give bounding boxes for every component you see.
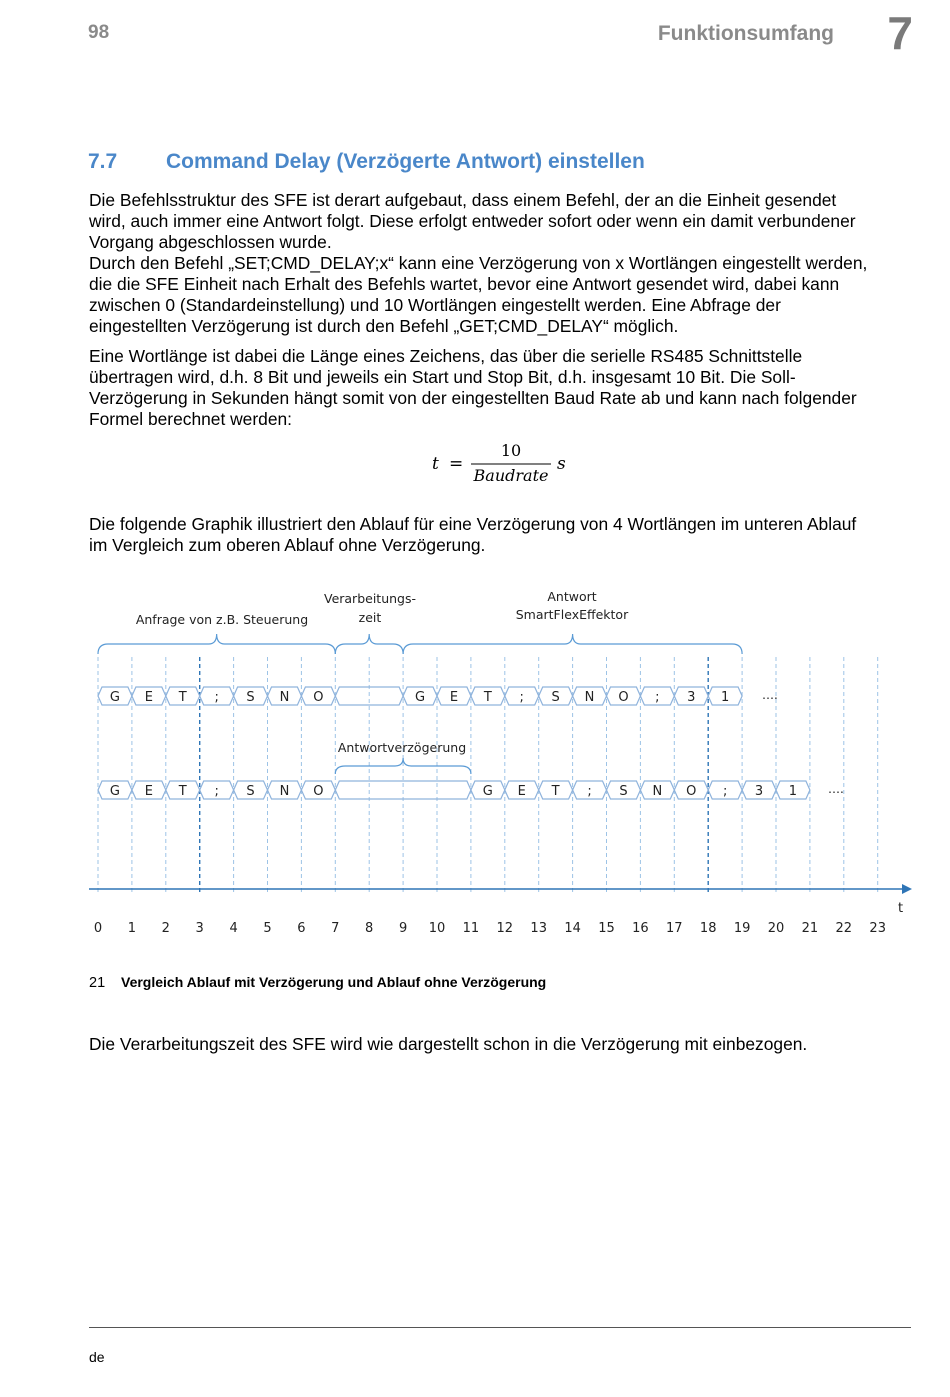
axis-tick-label: 14: [564, 921, 581, 936]
word-char: N: [279, 784, 290, 799]
word-char: S: [551, 690, 560, 705]
delay-formula: [0, 438, 950, 490]
formula-unit: s: [557, 454, 566, 474]
formula-lhs: t: [432, 454, 439, 474]
label-answer-1: Antwort: [547, 589, 597, 604]
word-char: ;: [214, 690, 219, 705]
word-char: N: [279, 690, 290, 705]
word-char: E: [517, 784, 526, 799]
word-char: ;: [519, 690, 524, 705]
paragraph-figure-intro: [89, 514, 919, 556]
word-char: G: [109, 690, 120, 705]
word-char: T: [178, 784, 187, 799]
page-number: 98: [88, 22, 110, 43]
axis-tick-label: 1: [127, 921, 137, 936]
axis-tick-label: 0: [93, 921, 103, 936]
caption-number: 21: [89, 975, 106, 991]
figure-caption: [89, 974, 546, 991]
text-line: übertragen wird, d.h. 8 Bit und jeweils ein Start und Stop Bit, d.h. insgesamt 10 Bit. Die Soll-: [89, 367, 796, 387]
axis-tick-label: 6: [297, 921, 306, 936]
word-char: 1: [721, 690, 730, 705]
word-char: 1: [788, 784, 798, 799]
chapter-number: 7: [887, 7, 913, 59]
formula-denominator: Baudrate: [473, 466, 549, 485]
paragraph-closing: [89, 1034, 919, 1055]
word-char: S: [246, 784, 255, 799]
axis-tick-label: 22: [835, 921, 853, 936]
text-line: die die SFE Einheit nach Erhalt des Befehls wartet, bevor eine Antwort gesendet wird, dabei kann: [89, 274, 840, 294]
brace: [98, 634, 335, 654]
continuation-dots: ….: [828, 782, 844, 796]
label-answer-2: SmartFlexEffektor: [515, 607, 629, 622]
caption-text: Vergleich Ablauf mit Verzögerung und Ablauf ohne Verzögerung: [121, 974, 547, 990]
text-line: eingestellten Verzögerung ist durch den Befehl „GET;CMD_DELAY“ möglich.: [89, 316, 679, 336]
axis-tick-label: 13: [530, 921, 547, 936]
label-processing-2: zeit: [358, 610, 382, 625]
word-char: S: [246, 690, 255, 705]
paragraph-intro: [89, 190, 919, 337]
axis-tick-label: 11: [462, 921, 480, 936]
axis-tick-label: 23: [869, 921, 886, 936]
formula-equals: =: [449, 454, 464, 474]
axis-tick-label: 3: [195, 921, 204, 936]
word-char: T: [551, 784, 560, 799]
text-line: Eine Wortlänge ist dabei die Länge eines Zeichens, das über die serielle RS485 Schnittstelle: [89, 346, 803, 366]
word-char: O: [313, 784, 324, 799]
axis-tick-label: 8: [365, 921, 374, 936]
section-title: Command Delay (Verzögerte Antwort) einstellen: [166, 150, 645, 173]
footer-rule: [89, 1327, 911, 1328]
text-line: wird, auch immer eine Antwort folgt. Diese erfolgt entweder sofort oder wenn ein damit verbundener: [89, 211, 856, 231]
word-char: N: [652, 784, 663, 799]
axis-tick-label: 19: [733, 921, 751, 936]
text-line: Verzögerung in Sekunden hängt somit von der eingestellten Baud Rate ab und kann nach folgender: [89, 388, 857, 408]
figure-labels: [136, 589, 629, 755]
word-char: ;: [655, 690, 660, 705]
axis-tick-label: 12: [496, 921, 514, 936]
section-heading: [88, 150, 645, 174]
text-line: Die Verarbeitungszeit des SFE wird wie dargestellt schon in die Verzögerung mit einbezogen.: [89, 1034, 808, 1054]
axis-tick-label: 7: [331, 921, 340, 936]
word-char: N: [584, 690, 595, 705]
time-axis: [89, 884, 912, 936]
axis-tick-label: 17: [666, 921, 683, 936]
label-processing-1: Verarbeitungs-: [323, 591, 417, 606]
word-char: S: [619, 784, 628, 799]
footer-language: de: [89, 1349, 105, 1365]
axis-tick-label: 2: [161, 921, 170, 936]
paragraph-word-length: [89, 346, 919, 430]
text-line: Formel berechnet werden:: [89, 409, 292, 429]
section-number: 7.7: [88, 150, 118, 173]
word-char: O: [618, 690, 629, 705]
text-line: Vorgang abgeschlossen wurde.: [89, 232, 332, 252]
axis-tick-label: 10: [428, 921, 446, 936]
axis-label: t: [898, 901, 904, 916]
axis-tick-label: 16: [632, 921, 649, 936]
word-char: O: [313, 690, 324, 705]
word-char: ;: [214, 784, 219, 799]
word-char: ;: [587, 784, 592, 799]
brace: [403, 634, 742, 654]
word-char: E: [144, 690, 153, 705]
axis-tick-label: 9: [398, 921, 408, 936]
axis-tick-label: 4: [229, 921, 238, 936]
axis-tick-label: 5: [263, 921, 272, 936]
brace: [335, 634, 403, 654]
word-char: T: [178, 690, 187, 705]
word-char: G: [109, 784, 120, 799]
word-char: 3: [687, 690, 696, 705]
word-char: G: [415, 690, 426, 705]
axis-tick-label: 20: [767, 921, 785, 936]
axis-tick-label: 21: [801, 921, 819, 936]
axis-tick-label: 18: [699, 921, 717, 936]
formula-numerator: 10: [500, 441, 522, 460]
axis-tick-label: 15: [598, 921, 615, 936]
word-char: T: [483, 690, 492, 705]
text-line: zwischen 0 (Standardeinstellung) und 10 Wortlängen eingestellt werden. Eine Abfrage der: [89, 295, 781, 315]
axis-arrow: [902, 884, 912, 894]
word-char: E: [449, 690, 459, 705]
timing-diagram: [0, 575, 950, 945]
word-char: E: [144, 784, 153, 799]
continuation-dots: ….: [762, 688, 778, 702]
word-char: G: [482, 784, 493, 799]
text-line: Durch den Befehl „SET;CMD_DELAY;x“ kann eine Verzögerung von x Wortlängen eingestellt werden,: [89, 253, 868, 273]
header-title: Funktionsumfang: [657, 22, 834, 45]
text-line: Die folgende Graphik illustriert den Ablauf für eine Verzögerung von 4 Wortlängen im unteren Ablauf: [89, 514, 857, 534]
word-char: O: [686, 784, 697, 799]
word-char: ;: [722, 784, 728, 799]
text-line: im Vergleich zum oberen Ablauf ohne Verzögerung.: [89, 535, 486, 555]
label-delay: Antwortverzögerung: [337, 740, 467, 755]
word-char: 3: [754, 784, 764, 799]
label-request: Anfrage von z.B. Steuerung: [135, 612, 309, 627]
text-line: Die Befehlsstruktur des SFE ist derart aufgebaut, dass einem Befehl, der an die Einheit gesendet: [89, 190, 837, 210]
